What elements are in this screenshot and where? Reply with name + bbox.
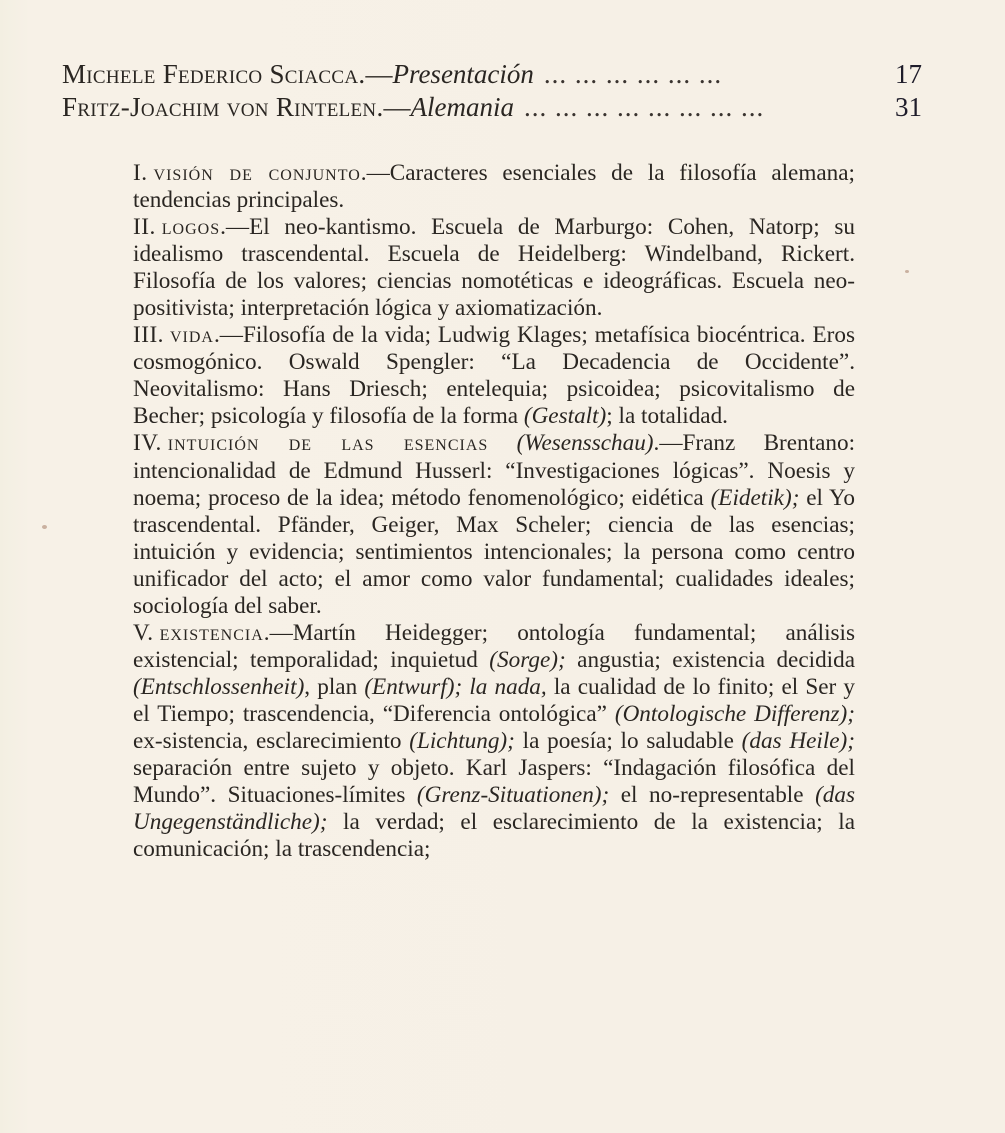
german-term: (Gestalt) (523, 403, 607, 430)
section-paragraph (133, 214, 855, 322)
paper-speck (905, 270, 909, 273)
paper-speck (42, 525, 47, 529)
section-text: la poesía; lo saludable (514, 727, 742, 754)
toc-page-number: 31 (895, 92, 922, 122)
german-term: (Sorge); (489, 646, 566, 673)
section-text: ex-sistencia, esclarecimiento (133, 727, 410, 754)
toc-dot-leader: ... ... ... ... ... ... ... ... (523, 92, 765, 122)
section-text: separación entre sujeto y objeto. Karl Jaspers: “Indagación filosófica del Mundo”. Situaciones-límites (133, 755, 855, 809)
section-text: ; la totalidad. (606, 403, 728, 430)
section-text: .—Filosofía de la vida; Ludwig Klages; metafísica biocéntrica. Eros cosmogónico. Oswald Spengler: “La Decadencia de Occidente”. Neovitalismo: Hans Driesch; entelequia; psicoidea; psicovitalismo de Becher; psicología y filosofía de la forma (133, 322, 855, 430)
toc-author: Fritz-Joachim von Rintelen. (62, 92, 384, 122)
section-text: , plan (304, 673, 365, 700)
section-number: III. (133, 322, 164, 349)
toc-entry[interactable] (62, 91, 922, 124)
section-number: I. (133, 160, 148, 186)
german-term: (Lichtung); (409, 727, 515, 754)
section-heading: logos (161, 214, 221, 241)
chapter-summary (133, 160, 855, 863)
toc-author: Michele Federico Sciacca. (62, 59, 366, 89)
german-term: (Eidetik); (710, 484, 800, 511)
section-text: la verdad; el esclarecimiento de la existencia; la comunicación; la trascendencia; (133, 809, 855, 863)
section-heading: intuición de las esencias (167, 430, 489, 457)
section-paragraph (133, 620, 855, 863)
section-text: la cualidad de lo finito; el Ser y el Tiempo; trascendencia, “Diferencia ontológica” (133, 673, 855, 727)
section-text: .—Caracteres esenciales de la filosofía alemana; tendencias principales. (133, 160, 855, 214)
section-heading: existencia (159, 619, 264, 646)
section-text: el no-representable (609, 782, 816, 809)
toc-separator: — (383, 92, 411, 122)
toc-dot-leader: ... ... ... ... ... ... (543, 59, 723, 89)
table-of-contents (62, 58, 922, 124)
section-number: V. (133, 619, 154, 646)
section-number: IV. (133, 430, 162, 457)
toc-title: Alemania (410, 92, 514, 122)
toc-separator: — (365, 59, 393, 89)
section-text: .—El neo-kantismo. Escuela de Marburgo: Cohen, Natorp; su idealismo trascendental. Escuela de Heidelberg: Windelband, Rickert. Filosofía de los valores; ciencias nomotéticas e ideográficas. Escuela neo-positivista; interpretación lógica y axiomatización. (133, 214, 855, 322)
section-text: .—Franz Brentano: intencionalidad de Edmund Husserl: “Investigaciones lógicas”. Noesis y noema; proceso de la idea; método fenomenológico; eidética (133, 430, 856, 511)
toc-title: Presentación (392, 59, 534, 89)
toc-entry[interactable] (62, 58, 922, 91)
section-heading: vida (169, 322, 214, 349)
section-paragraph (133, 430, 855, 619)
german-term: (das Heile); (741, 727, 855, 754)
section-text: el Yo trascendental. Pfänder, Geiger, Max Scheler; ciencia de las esencias; intuición y evidencia; sentimientos intencionales; la persona como centro unificador del acto; el amor como valor fundamental; cualidades ideales; sociología del saber. (133, 484, 856, 619)
section-number: II. (133, 214, 156, 241)
section-heading: visión de conjunto (153, 160, 361, 186)
german-term: (Grenz-Situationen); (416, 782, 610, 809)
toc-page-number: 17 (895, 59, 922, 89)
german-term: (das Ungegenständliche); (133, 782, 856, 836)
german-term: (Entschlossenheit) (133, 673, 305, 700)
section-heading-german-term: (Wesensschau) (516, 430, 654, 457)
section-paragraph (133, 160, 855, 214)
section-paragraph (133, 322, 855, 430)
section-text: .—Martín Heidegger; ontología fundamental; análisis existencial; temporalidad; inquietud (133, 619, 855, 673)
section-text: angustia; existencia decidida (565, 646, 855, 673)
german-term: (Ontologische Differenz); (614, 700, 855, 727)
german-term: (Entwurf); la nada, (364, 673, 547, 700)
